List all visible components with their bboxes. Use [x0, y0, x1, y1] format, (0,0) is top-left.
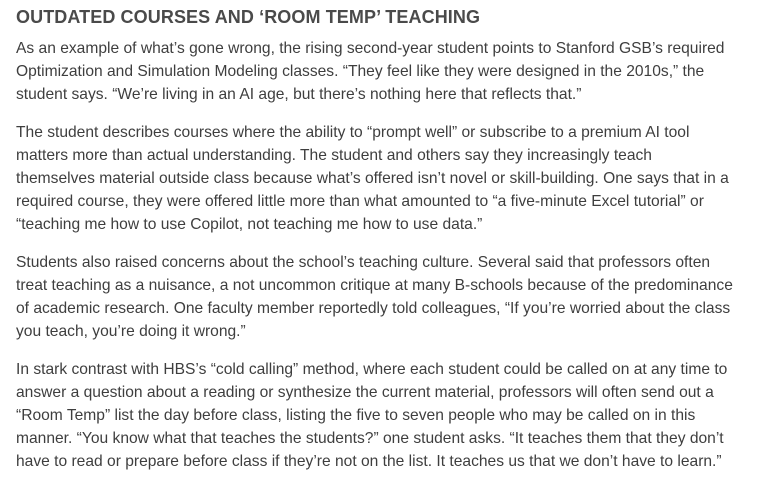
text-line: matters more than actual understanding. The student and others say they increasingly teach: [16, 147, 652, 164]
paragraph-outdated-courses: [16, 37, 768, 106]
text-line: The student describes courses where the ability to “prompt well” or subscribe to a premium AI tool: [16, 124, 690, 141]
article-body: [16, 0, 768, 473]
text-line: Students also raised concerns about the school’s teaching culture. Several said that professors often: [16, 254, 711, 271]
text-line: required course, they were offered little more than what amounted to “a five-minute Excel tutorial” or: [16, 193, 704, 210]
text-line: answer a question about a reading or synthesize the current material, professors will often send out a: [16, 384, 714, 401]
text-line: manner. “You know what that teaches the students?” one student asks. “It teaches them that they don’t: [16, 430, 724, 447]
text-line: “Room Temp” list the day before class, listing the five to seven people who may be called on in this: [16, 407, 696, 424]
text-line: of academic research. One faculty member reportedly told colleagues, “If you’re worried about the class: [16, 300, 731, 317]
text-line: In stark contrast with HBS’s “cold calling” method, where each student could be called on at any time to: [16, 361, 728, 378]
text-line: treat teaching as a nuisance, a not uncommon critique at many B-schools because of the predominance: [16, 277, 733, 294]
paragraph-teaching-culture: [16, 251, 768, 343]
paragraph-room-temp: [16, 358, 768, 473]
section-heading: OUTDATED COURSES AND ‘ROOM TEMP’ TEACHING: [16, 7, 481, 27]
text-line: themselves material outside class because what’s offered isn’t novel or skill-building. One says that in a: [16, 170, 729, 187]
text-line: As an example of what’s gone wrong, the rising second-year student points to Stanford GSB’s required: [16, 40, 725, 57]
text-line: Optimization and Simulation Modeling classes. “They feel like they were designed in the 2010s,” the: [16, 63, 705, 80]
text-line: have to read or prepare before class if they’re not on the list. It teaches us that we don’t have to learn.”: [16, 453, 722, 470]
text-line: student says. “We’re living in an AI age, but there’s nothing here that reflects that.”: [16, 86, 582, 103]
paragraph-ai-tools: [16, 121, 768, 236]
text-line: “teaching me how to use Copilot, not teaching me how to use data.”: [16, 216, 483, 233]
text-line: you teach, you’re doing it wrong.”: [16, 323, 246, 340]
